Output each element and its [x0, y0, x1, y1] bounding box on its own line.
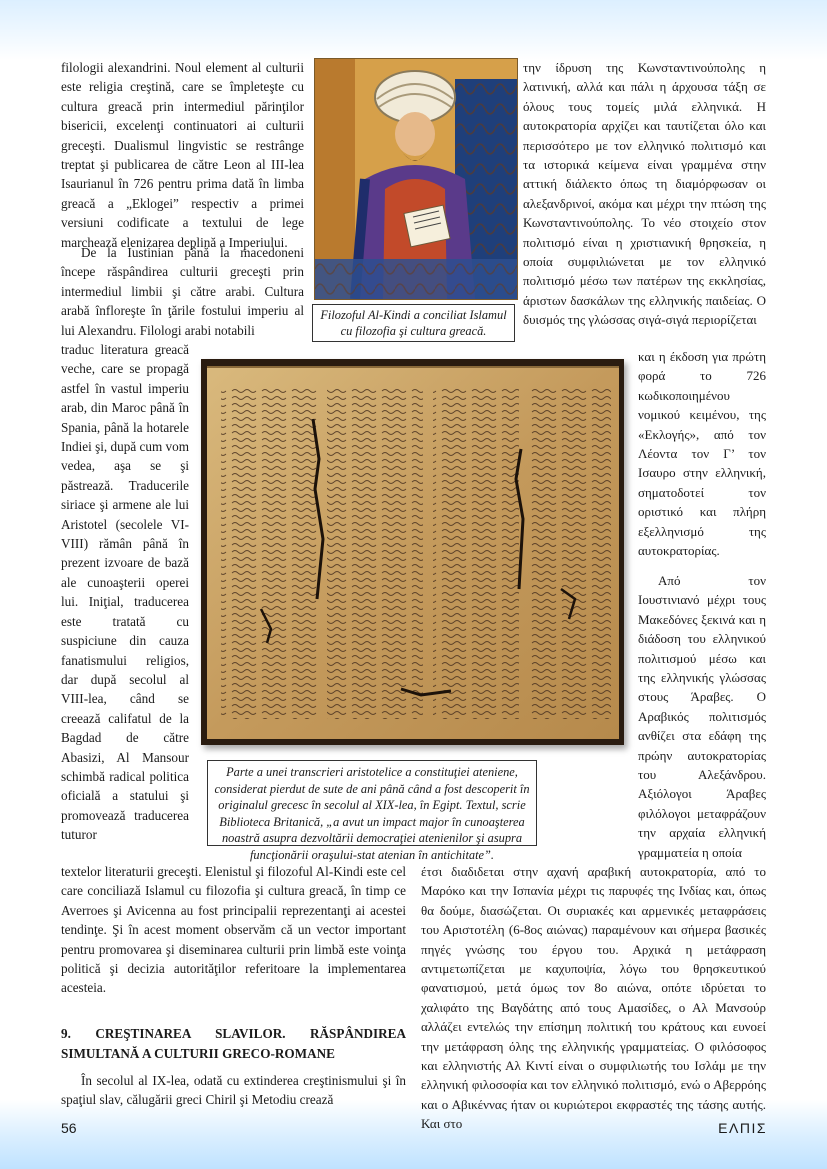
right-col-para2-narrow: [638, 571, 766, 863]
right-para1-narrow-text: και η έκδοση για πρώτη φορά το 726 κωδικοποιημένου νομικού κειμένου, της «Εκλογής», από τον Λέοντα τον Γ’ τον Ισαυρο στην ελληνική, σηματοδοτεί τον οριστικό και πλήρη εξελληνισμό της αυτοκρατορίας.: [638, 349, 766, 559]
papyrus-illustration: [201, 359, 624, 745]
right-para2-bottom-text: έτσι διαδιδεται στην αχανή αραβική αυτοκρατορία, από το Μαρόκο και την Ισπανία μέχρι τις παρυφές της Ινδίας και, όπως θα δούμε, διασώζεται. Οι συριακές και αρμενικές μεταφράσεις του Αριστοτέλη (6-8ος αιώνας) παραμένουν και σήμερα βασικές πηγές γνώσης του έργου του. Αρχικά η μετάφραση αντιμετωπίζεται με καχυποψία, λόγω του θρησκευτικού φανατισμού, μετά όμως τον 8ο αιώνα, οπότε ιδρύεται το χαλιφάτο της Βαγδάτης από τους Αμασίδες, ο Αλ Μανσούρ αλλάζει εντελώς την επίσημη πολιτική του κράτους και ευνοεί την μετάφραση όλης της ελληνικής γραμματείας. Ο φιλόσοφος και ελληνιστής Αλ Κιντί είναι ο συμφιλιωτής του Ισλάμ με την ελληνική φιλοσοφία και τον ελληνικό πολιτισμό, ενώ ο Αβερρόης και ο Αβικέννας ήταν οι κυριώτεροι εκφραστές της τάσης αυτής. Και στο: [421, 864, 766, 1132]
right-col-para1-narrow: [638, 347, 766, 563]
left-para2-bottom-text: textelor literaturii greceşti. Elenistul şi filozoful Al-Kindi este cel care conciliază Islamul cu filozofia şi cultura greacă, în timp ce Averroes şi Avicenna au fost principalii reprezentanţi ai acestei tendinţe. Şi în acest moment observăm că un vector important pentru promovarea şi diseminarea culturii prin limbă este voinţa politică şi decizia autorităţilor referitoare la implementarea acesteia.: [61, 864, 406, 996]
left-para1-text: filologii alexandrini. Noul element al culturii este religia creştină, care se împleteşte cu cultura greacă prin intermediul părinţilor bisericii, excelenţi continuatori ai culturii greceşti. Dualismul lingvistic se restrânge treptat şi publicarea de către Leon al III-lea Isaurianul în 726 pentru prima dată în limba greacă a „Eklogei” respectiv a primei versiuni codificate a textului de lege marchează elenizarea deplină a Imperiului.: [61, 60, 304, 250]
left-col-para1: [61, 58, 304, 250]
section-heading: 9. CREŞTINAREA SLAVILOR. RĂSPÂNDIREA SIMULTANĂ A CULTURII GRECO-ROMANE: [61, 1026, 406, 1061]
left-para2-narrow-text: traduc literatura greacă veche, care se propagă astfel în vastul imperiu arab, din Maroc până în Spania, până la hotarele Indiei şi, după cum vom vedea, aşa se şi păstrează. Traducerile siriace şi armene ale lui Aristotel (secolele VI-VIII) rămân până în prezent izvoare de bază ale cunoaşterii operei lui. Iniţial, traducerea este tratată cu suspiciune din cauza fanatismului religios, dar după secolul al VIII-lea, când se creează califatul de la Bagdad de către Abasizi, Al Mansour schimbă radical politica oficială a statului şi promovează traducerea tuturor: [61, 342, 189, 843]
portrait-illustration: [315, 59, 517, 299]
top-decorative-band: [0, 0, 827, 60]
papyrus-image: [201, 359, 624, 745]
right-para1-top-text: την ίδρυση της Κωνσταντινούπολης η λατινική, αλλά και πάλι η άρχουσα τάξη σε όλους τους τομείς μιλά ελληνικά. Η αυτοκρατορία αρχίζει και ταυτίζεται όλο και περισσότερο με τον ελληνικό πολιτισμό και τα ιστορικά κείμενα είναι γραμμένα στην αττική διάλεκτο όπως τη διαμόρφωσαν οι αλεξανδρινοί, ακόμα και μέχρι την πτώση της Κωνσταντινούπολης. Το νέο στοιχείο στον πολιτισμό είναι η χριστιανική θρησκεία, η οποία συμφιλιώνεται με τον ελληνικό πολιτισμό μέσω των πατέρων της εκκλησίας, άριστων δασκάλων της ελληνικής παιδείας. Ο δυισμός της γλώσσας σιγά-σιγά περιορίζεται: [523, 60, 766, 328]
magazine-name: ΕΛΠΙΣ: [718, 1120, 767, 1136]
left-col-para3: [61, 1071, 406, 1111]
papyrus-caption: Parte a unei transcrieri aristotelice a constituţiei ateniene, considerat pierdut de sute de ani până când a fost descoperit în originalul grecesc în secolul al XIX-lea, în Egipt. Textul, scrie Biblioteca Britanică, „a avut un impact major în cunoaşterea noastră asupra dezvoltării democraţiei atenienilor şi asupra funcţionării oraşului-stat atenian în antichitate”.: [207, 760, 537, 846]
left-para3-text: În secolul al IX-lea, odată cu extinderea creştinismului şi în spaţiul slav, călugării greci Chiril şi Metodiu crează: [61, 1073, 406, 1108]
right-col-para1-top: [523, 58, 766, 348]
portrait-caption: Filozoful Al-Kindi a conciliat Islamul cu filozofia şi cultura greacă.: [312, 304, 515, 342]
left-col-para2-narrow: [61, 340, 189, 864]
left-para2-top-text: De la Iustinian până la macedoneni începe răspândirea culturii greceşti prin intermediul limbii şi către arabi. Cultura arabă înfloreşte în ţările fostului imperiu al lui Alexandru. Filologi arabi notabili: [61, 245, 304, 338]
al-kindi-portrait-image: [314, 58, 518, 300]
left-col-para2-top: [61, 243, 304, 340]
right-para2-narrow-text: Από τον Ιουστινιανό μέχρι τους Μακεδόνες ξεκινά και η διάδοση του ελληνικού πολιτισμού μέσω και της ελληνικής γλώσσας στους Άραβες. Ο Αραβικός πολιτισμός ανθίζει στα εδάφη της πρώην αυτοκρατορίας του Αλεξάνδρου. Αξιόλογοι Άραβες φιλόλογοι μεταφράζουν την αρχαία ελληνική γραμματεία η οποία: [638, 573, 766, 860]
page-number: 56: [61, 1120, 77, 1136]
left-col-para2-bottom: [61, 862, 406, 1002]
